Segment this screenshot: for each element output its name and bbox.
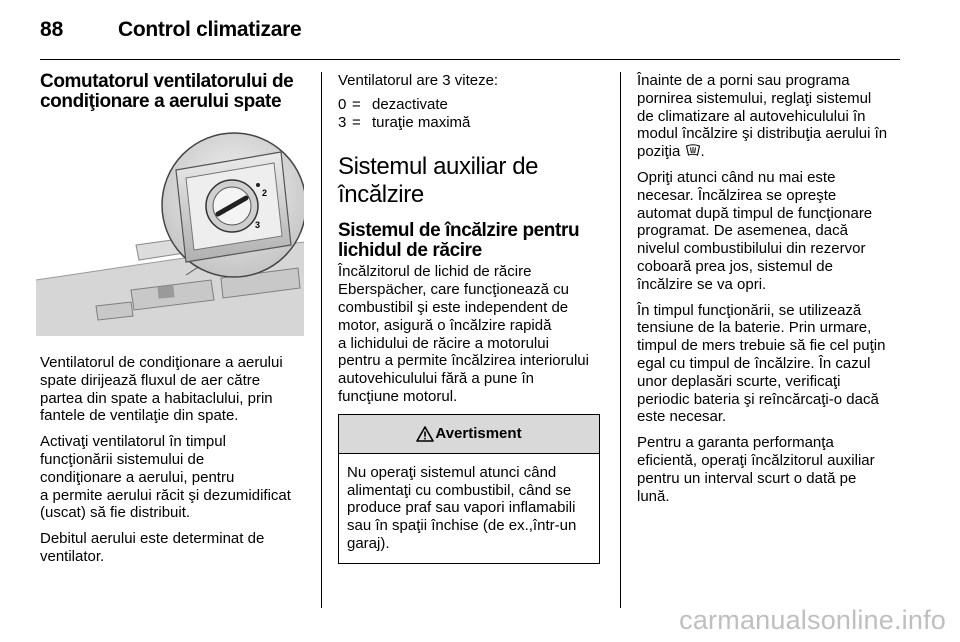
page-title: Control climatizare [118, 18, 302, 41]
knob-mark-2: 2 [262, 188, 268, 198]
speed-equals: = [352, 95, 361, 113]
paragraph [637, 72, 905, 161]
watermark: carmanualsonline.info [679, 605, 946, 635]
paragraph: Activaţi ventilatorul în timpul funcţionării sistemului de condiţionare a aerului, pentru a permite aerului răcit şi dezumidificat (uscat) să fie distribuit. [40, 433, 291, 522]
warning-box [338, 414, 600, 564]
header-rule [40, 59, 900, 60]
section-heading-auxiliary-heating: Sistemul auxiliar de încălzire [338, 153, 539, 209]
windshield-defrost-icon [685, 144, 701, 158]
speeds-intro: Ventilatorul are 3 viteze: [338, 72, 499, 89]
warning-header [339, 415, 599, 454]
paragraph-text: . [700, 143, 705, 161]
speed-row [338, 114, 606, 132]
speed-value: dezactivate [372, 95, 448, 113]
paragraph: Încălzitorul de lichid de răcire Eberspächer, care funcţionează cu combustibil şi este independent de motor, asigură o încălzire rapidă a lichidului de răcire a motorului pentru a permite încălzirea interiorului autovehiculului fără a pune în funcţiune motorul. [338, 263, 589, 405]
page-header [40, 18, 920, 48]
speed-row [338, 96, 606, 114]
column-left [40, 72, 308, 574]
paragraph: Opriţi atunci când nu mai este necesar. Încălzirea se opreşte automat după timpul de funcţionare programat. De asemenea, dacă nivelul combustibilului din rezervor coboară prea jos, sistemul de încălzire se va opri. [637, 168, 873, 293]
speed-value: turaţie maximă [372, 113, 471, 131]
warning-title: Avertisment [435, 424, 522, 442]
speed-key: 3 [338, 113, 347, 131]
paragraph: Debitul aerului este determinat de ventilator. [40, 530, 265, 565]
paragraph: Pentru a garanta performanţa eficientă, operaţi încălzitorul auxiliar pentru un interval scurt o dată pe lună. [637, 434, 875, 505]
warning-text: Nu operaţi sistemul atunci când alimentaţi cu combustibil, când se produce praf sau vapori inflamabili sau în spaţii închise (de ex.,într-un garaj). [347, 463, 577, 552]
speed-key: 0 [338, 95, 347, 113]
column-divider [620, 72, 621, 608]
fan-switch-detail [176, 152, 291, 262]
column-right [637, 72, 905, 513]
paragraph-text: Înainte de a porni sau programa pornirea sistemului, reglaţi sistemul de climatizare al autovehiculului în modul încălzire şi distribuţia aerului în poziţia [637, 72, 888, 161]
page-number: 88 [40, 18, 64, 41]
paragraph: Ventilatorul de condiţionare a aerului spate dirijează fluxul de aer către partea din spate a habitaclului, prin fantele de ventilaţie din spate. [40, 354, 283, 425]
speed-equals: = [352, 113, 361, 131]
section-heading-rear-fan: Comutatorul ventilatorului de condiţionare a aerului spate [40, 71, 294, 112]
rear-fan-switch-illustration [36, 130, 304, 336]
column-divider [321, 72, 322, 608]
subsection-heading-coolant-heater: Sistemul de încălzire pentru lichidul de răcire [338, 220, 580, 262]
column-middle [338, 72, 606, 564]
paragraph: În timpul funcţionării, se utilizează tensiune de la baterie. Prin urmare, timpul de mers trebuie să fie cel puţin egal cu timpul de încălzire. În cazul unor deplasări scurte, verificaţi periodic bateria şi reîncărcaţi-o dacă este necesar. [637, 301, 886, 426]
warning-triangle-icon [416, 426, 434, 442]
knob-mark-3: 3 [255, 220, 261, 230]
